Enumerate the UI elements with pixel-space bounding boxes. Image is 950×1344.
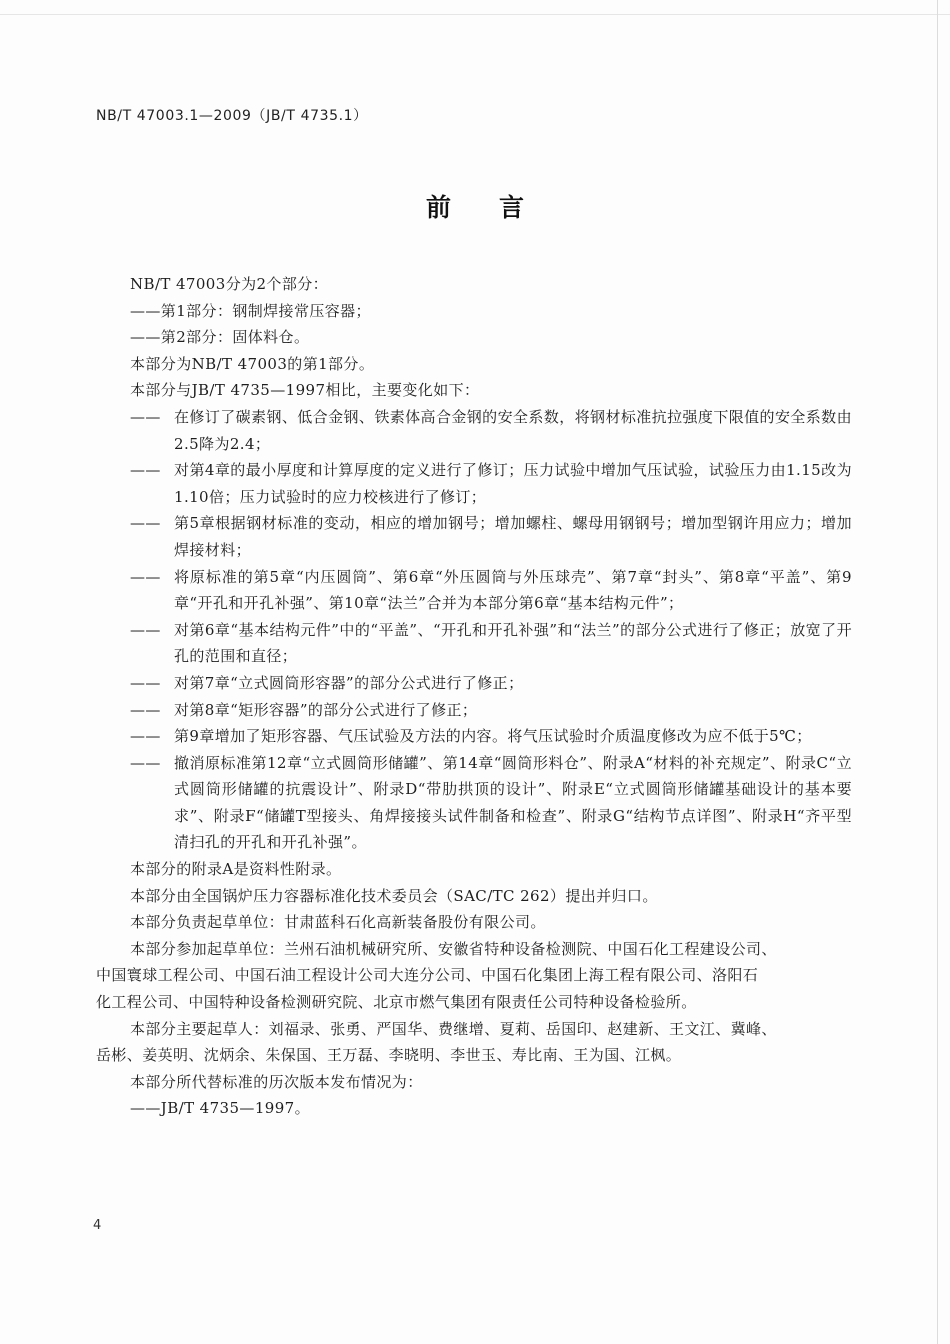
- change-text: 对第8章“矩形容器”的部分公式进行了修正；: [174, 700, 478, 719]
- change-item: [96, 617, 852, 670]
- main-drafters: 本部分主要起草人：刘福录、张勇、严国华、费继增、夏莉、岳国印、赵建新、王文江、冀峰、: [130, 1019, 777, 1038]
- responsible-unit: 本部分负责起草单位：甘肃蓝科石化高新装备股份有限公司。: [130, 913, 546, 932]
- list-dash: ——: [130, 700, 161, 719]
- change-item: [96, 750, 852, 856]
- participating-units: 本部分参加起草单位：兰州石油机械研究所、安徽省特种设备检测院、中国石化工程建设公司、: [130, 939, 777, 958]
- change-text: 对第6章“基本结构元件”中的“平盖”、“开孔和开孔补强”和“法兰”的部分公式进行了修正；放宽了开孔的范围和直径；: [174, 620, 852, 666]
- main-drafters-cont: 岳彬、姜英明、沈炳余、朱保国、王万磊、李晓明、李世玉、寿比南、王为国、江枫。: [96, 1046, 682, 1065]
- list-dash: ——: [130, 407, 161, 426]
- intro-part-2: ——第2部分：固体料仓。: [130, 328, 310, 347]
- change-item: [96, 670, 852, 697]
- list-dash: ——: [130, 727, 161, 746]
- changes-list: [96, 404, 852, 856]
- list-dash: ——: [130, 753, 161, 772]
- change-item: [96, 457, 852, 510]
- scan-edge-top: [0, 14, 950, 15]
- participating-units-cont: 中国寰球工程公司、中国石油工程设计公司大连分公司、中国石化集团上海工程有限公司、洛阳石: [96, 966, 759, 985]
- appendix-note: 本部分的附录A是资料性附录。: [130, 860, 342, 879]
- standard-code-header: NB/T 47003.1—2009（JB/T 4735.1）: [96, 108, 368, 124]
- change-item: [96, 697, 852, 724]
- change-text: 第9章增加了矩形容器、气压试验及方法的内容。将气压试验时介质温度修改为应不低于5℃；: [174, 727, 812, 746]
- list-dash: ——: [130, 567, 161, 586]
- change-text: 将原标准的第5章“内压圆筒”、第6章“外压圆筒与外压球壳”、第7章“封头”、第8章“平盖”、第9章“开孔和开孔补强”、第10章“法兰”合并为本部分第6章“基本结构元件”；: [174, 567, 852, 613]
- change-text: 撤消原标准第12章“立式圆筒形储罐”、第14章“圆筒形料仓”、附录A“材料的补充规定”、附录C“立式圆筒形储罐的抗震设计”、附录D“带肋拱顶的设计”、附录E“立式圆筒形储罐基础设计的基本要求”、附录F“储罐T型接头、角焊接接头试件制备和检查”、附录G“结构节点详图”、附录H“齐平型清扫孔的开孔和开孔补强”。: [174, 753, 852, 852]
- change-text: 在修订了碳素钢、低合金钢、铁素体高合金钢的安全系数，将钢材标准抗拉强度下限值的安全系数由2.5降为2.4；: [174, 407, 852, 453]
- intro-line: NB/T 47003分为2个部分：: [130, 275, 329, 293]
- change-item: [96, 723, 852, 750]
- participating-units-cont: 化工程公司、中国特种设备检测研究院、北京市燃气集团有限责任公司特种设备检验所。: [96, 993, 697, 1012]
- foreword-body: [96, 271, 852, 1122]
- list-dash: ——: [130, 620, 161, 639]
- intro-line: 本部分为NB/T 47003的第1部分。: [130, 354, 375, 373]
- change-text: 对第4章的最小厚度和计算厚度的定义进行了修订；压力试验中增加气压试验，试验压力由1.15改为1.10倍；压力试验时的应力校核进行了修订；: [174, 461, 852, 506]
- change-text: 对第7章“立式圆筒形容器”的部分公式进行了修正；: [174, 673, 524, 692]
- previous-version: ——JB/T 4735—1997。: [130, 1099, 311, 1118]
- proposed-by: 本部分由全国锅炉压力容器标准化技术委员会（SAC/TC 262）提出并归口。: [130, 886, 658, 905]
- change-item: [96, 404, 852, 457]
- list-dash: ——: [130, 514, 161, 533]
- intro-line: 本部分与JB/T 4735—1997相比，主要变化如下：: [130, 381, 480, 400]
- list-dash: ——: [130, 673, 161, 692]
- change-item: [96, 564, 852, 617]
- list-dash: ——: [130, 461, 161, 480]
- version-history: 本部分所代替标准的历次版本发布情况为：: [130, 1072, 423, 1091]
- page-title: 前言: [425, 193, 572, 222]
- page-number: 4: [93, 1218, 102, 1233]
- change-text: 第5章根据钢材标准的变动，相应的增加钢号；增加螺柱、螺母用钢钢号；增加型钢许用应力；增加焊接材料；: [174, 514, 852, 559]
- intro-part-1: ——第1部分：钢制焊接常压容器；: [130, 301, 371, 320]
- change-item: [96, 510, 852, 563]
